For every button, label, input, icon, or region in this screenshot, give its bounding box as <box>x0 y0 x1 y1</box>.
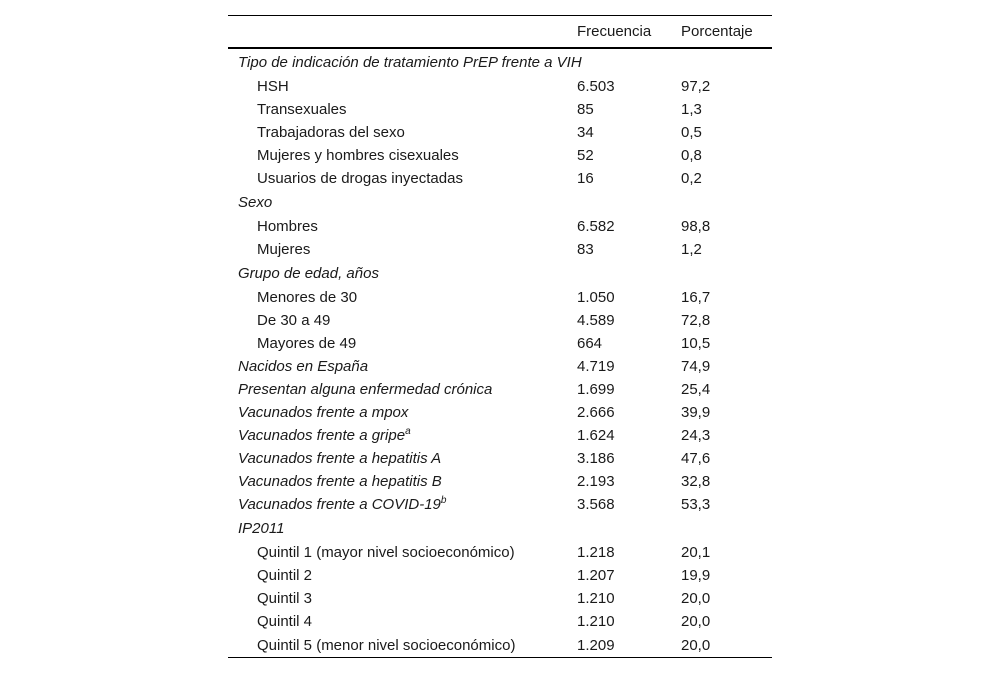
table-row <box>228 332 772 355</box>
porcentaje-cell: 1,2 <box>681 241 702 258</box>
frecuencia-cell: 2.666 <box>577 404 615 421</box>
porcentaje-cell: 72,8 <box>681 312 711 329</box>
frecuencia-cell <box>567 261 671 286</box>
table-row <box>228 309 772 332</box>
frecuencia-cell: 3.568 <box>577 496 615 513</box>
row-label-text: Tipo de indicación de tratamiento PrEP frente a VIH <box>238 53 582 71</box>
table-header <box>228 16 772 49</box>
row-label <box>228 75 567 98</box>
row-label-text: Mujeres <box>257 241 311 258</box>
frecuencia-cell: 85 <box>577 101 594 118</box>
porcentaje-cell: 20,0 <box>681 636 711 654</box>
table-row <box>228 447 772 470</box>
row-label <box>228 309 567 332</box>
porcentaje-cell <box>671 516 772 541</box>
row-label-text: Menores de 30 <box>257 289 358 306</box>
footnote-marker: a <box>405 426 411 437</box>
porcentaje-cell: 20,1 <box>681 544 711 561</box>
row-label-text: Quintil 5 (menor nivel socioeconómico) <box>257 636 516 654</box>
frecuencia-cell: 1.624 <box>577 427 615 444</box>
row-label <box>228 610 567 633</box>
row-label <box>228 238 567 261</box>
porcentaje-cell: 47,6 <box>681 450 711 467</box>
row-label <box>228 121 567 144</box>
frecuencia-cell: 6.582 <box>577 218 615 235</box>
frecuencia-cell: 2.193 <box>577 473 615 490</box>
table-row <box>228 144 772 167</box>
frecuencia-cell: 52 <box>577 147 594 164</box>
frecuencia-cell: 1.207 <box>577 567 615 584</box>
frecuencia-cell: 1.050 <box>577 289 615 306</box>
row-label-text: Transexuales <box>257 101 347 118</box>
porcentaje-cell: 0,8 <box>681 147 702 164</box>
frecuencia-cell: 1.210 <box>577 613 615 630</box>
row-label <box>228 470 567 493</box>
row-label-text: De 30 a 49 <box>257 312 331 329</box>
porcentaje-cell: 32,8 <box>681 473 711 490</box>
header-row <box>228 16 772 49</box>
frecuencia-cell: 1.699 <box>577 381 615 398</box>
frecuencia-cell: 4.589 <box>577 312 615 329</box>
porcentaje-cell: 1,3 <box>681 101 702 118</box>
porcentaje-cell: 97,2 <box>681 78 711 95</box>
porcentaje-cell: 39,9 <box>681 404 711 421</box>
table-group-row <box>228 516 772 541</box>
frecuencia-cell: 4.719 <box>577 358 615 375</box>
row-label-text: Vacunados frente a COVID-19 <box>238 496 441 513</box>
row-label-text: Quintil 4 <box>257 613 313 630</box>
data-table <box>228 15 772 658</box>
table-row <box>228 121 772 144</box>
header-label-column <box>228 16 567 49</box>
row-label <box>228 98 567 121</box>
porcentaje-cell: 98,8 <box>681 218 711 235</box>
row-label <box>228 424 567 447</box>
row-label-text: Vacunados frente a gripe <box>238 427 406 444</box>
row-label-text: Mayores de 49 <box>257 335 357 352</box>
table-row <box>228 98 772 121</box>
table-row <box>228 470 772 493</box>
table-row <box>228 378 772 401</box>
frecuencia-cell: 34 <box>577 124 594 141</box>
row-label <box>228 215 567 238</box>
porcentaje-cell: 74,9 <box>681 358 711 375</box>
porcentaje-cell: 25,4 <box>681 381 711 398</box>
row-label <box>228 190 567 215</box>
row-label <box>228 401 567 424</box>
table-row <box>228 286 772 309</box>
table-row <box>228 215 772 238</box>
row-label-text: Usuarios de drogas inyectadas <box>257 170 463 187</box>
table-row <box>228 564 772 587</box>
frecuencia-cell: 3.186 <box>577 450 615 467</box>
row-label-text: Sexo <box>238 194 273 211</box>
row-label <box>228 633 567 658</box>
footnote-marker: b <box>440 495 447 506</box>
table-group-row <box>228 190 772 215</box>
row-label-text: Grupo de edad, años <box>238 265 379 282</box>
porcentaje-cell: 53,3 <box>681 496 711 513</box>
porcentaje-cell: 16,7 <box>681 289 711 306</box>
row-label <box>228 261 567 286</box>
porcentaje-cell: 24,3 <box>681 427 711 444</box>
row-label <box>228 541 567 564</box>
frecuencia-cell: 1.209 <box>577 636 615 654</box>
frecuencia-cell: 664 <box>577 335 603 352</box>
frecuencia-cell: 6.503 <box>577 78 615 95</box>
table-group-row <box>228 48 772 75</box>
table-row <box>228 633 772 658</box>
porcentaje-cell <box>671 190 772 215</box>
row-label-text: Hombres <box>257 218 318 235</box>
header-frecuencia: Frecuencia <box>577 23 652 40</box>
row-label <box>228 355 567 378</box>
header-porcentaje: Porcentaje <box>681 23 753 40</box>
row-label-text: Vacunados frente a hepatitis A <box>238 450 442 467</box>
row-label-text: Vacunados frente a mpox <box>238 404 409 421</box>
row-label-text: Vacunados frente a hepatitis B <box>238 473 442 490</box>
table-group-row <box>228 261 772 286</box>
frecuencia-cell: 1.210 <box>577 590 615 607</box>
row-label-text: HSH <box>257 78 289 95</box>
row-label-text: IP2011 <box>238 520 285 537</box>
porcentaje-cell: 20,0 <box>681 613 711 630</box>
row-label-text: Quintil 1 (mayor nivel socioeconómico) <box>257 544 515 561</box>
frecuencia-cell <box>567 190 671 215</box>
row-label-text: Mujeres y hombres cisexuales <box>257 147 459 164</box>
row-label <box>228 587 567 610</box>
row-label <box>228 378 567 401</box>
row-label <box>228 516 567 541</box>
row-label <box>228 48 582 75</box>
data-table-container <box>228 15 772 658</box>
porcentaje-cell: 19,9 <box>681 567 711 584</box>
row-label-text: Trabajadoras del sexo <box>257 124 405 141</box>
porcentaje-cell: 10,5 <box>681 335 711 352</box>
row-label <box>228 564 567 587</box>
row-label-text: Quintil 3 <box>257 590 313 607</box>
table-row <box>228 541 772 564</box>
table-row <box>228 493 772 516</box>
frecuencia-cell: 83 <box>577 241 594 258</box>
table-row <box>228 75 772 98</box>
row-label <box>228 144 567 167</box>
row-label-text: Nacidos en España <box>238 358 369 375</box>
table-row <box>228 401 772 424</box>
table-row <box>228 355 772 378</box>
table-row <box>228 167 772 190</box>
table-row <box>228 424 772 447</box>
row-label-text: Presentan alguna enfermedad crónica <box>238 381 493 398</box>
row-label <box>228 332 567 355</box>
porcentaje-cell: 20,0 <box>681 590 711 607</box>
row-label-text: Quintil 2 <box>257 567 313 584</box>
row-label <box>228 167 567 190</box>
frecuencia-cell: 1.218 <box>577 544 615 561</box>
table-row <box>228 610 772 633</box>
table-row <box>228 238 772 261</box>
table-row <box>228 587 772 610</box>
row-label <box>228 286 567 309</box>
row-label <box>228 447 567 470</box>
table-body <box>228 48 772 658</box>
porcentaje-cell <box>671 48 772 75</box>
frecuencia-cell: 16 <box>577 170 594 187</box>
porcentaje-cell: 0,5 <box>681 124 702 141</box>
porcentaje-cell: 0,2 <box>681 170 702 187</box>
frecuencia-cell <box>567 516 671 541</box>
porcentaje-cell <box>671 261 772 286</box>
frecuencia-cell <box>567 48 671 75</box>
row-label <box>228 493 567 516</box>
